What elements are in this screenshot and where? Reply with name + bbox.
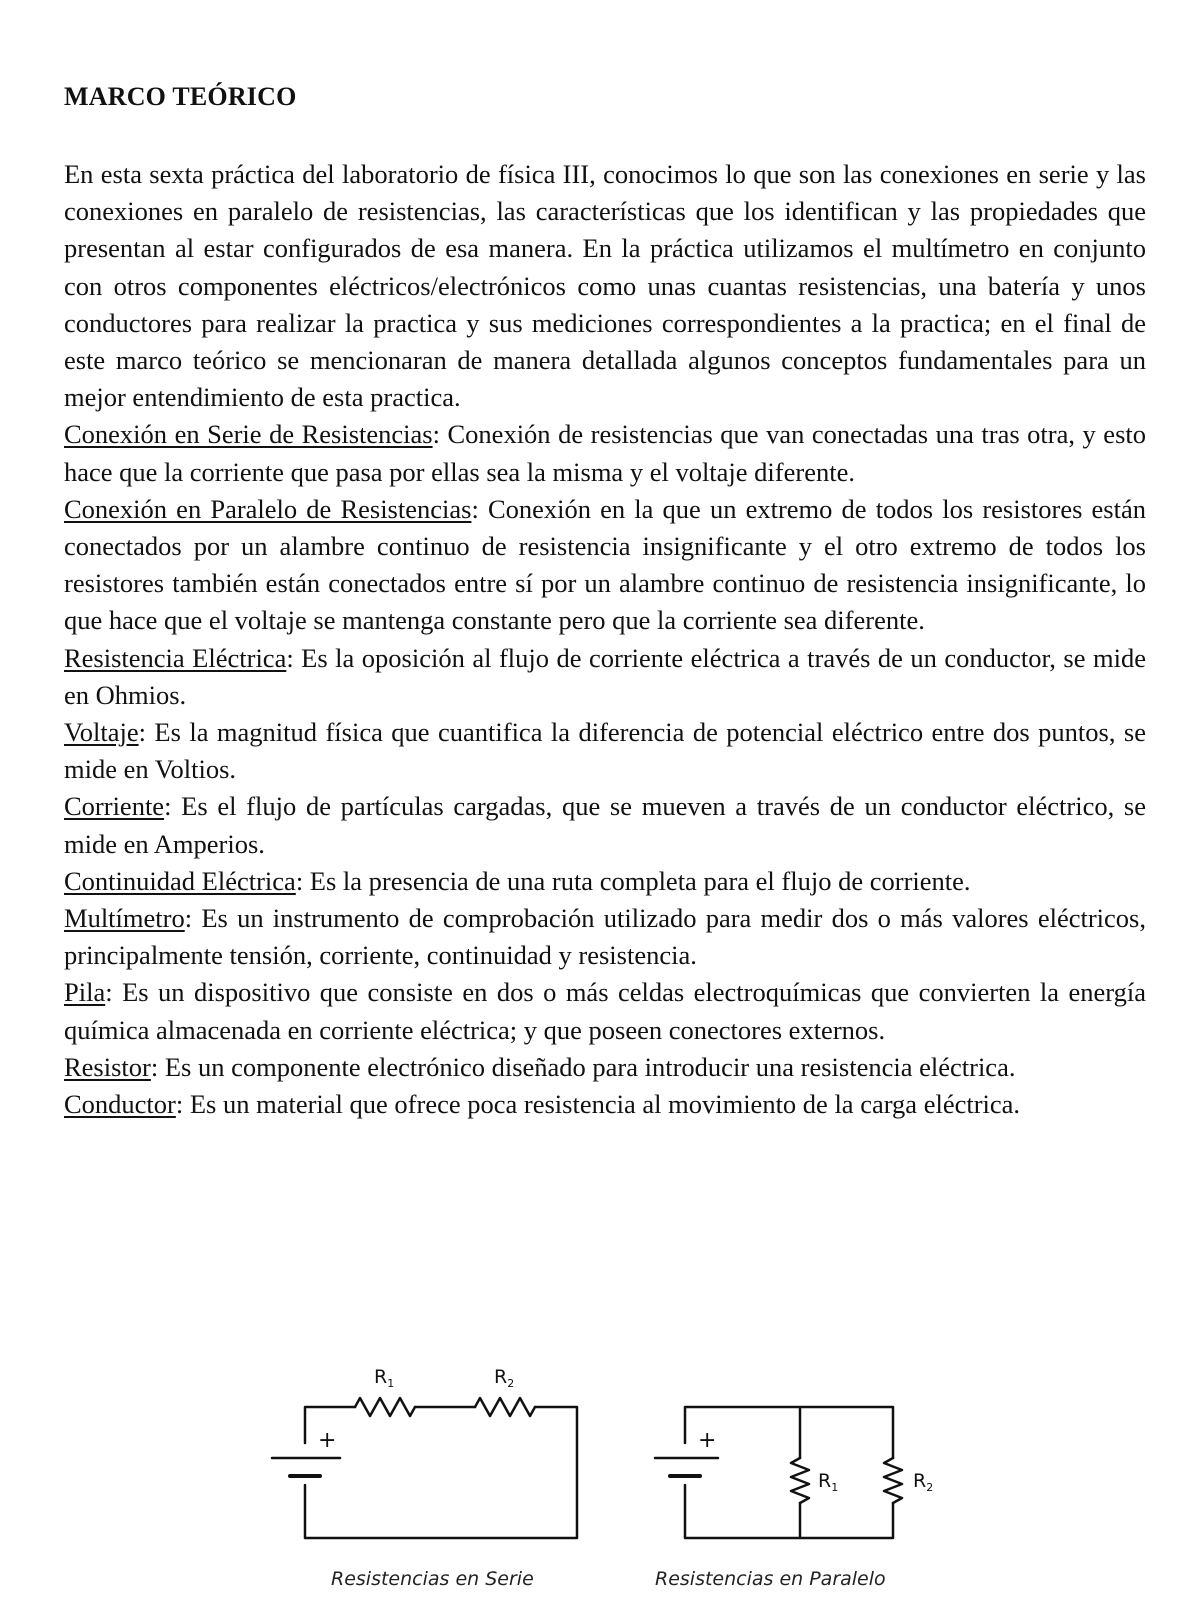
parallel-r2-label: $R_2$	[913, 1470, 934, 1494]
definition-term: Conductor	[64, 1089, 176, 1120]
parallel-wire	[685, 1407, 893, 1538]
resistor-r1-symbol	[355, 1398, 415, 1416]
definition-text: : Es un instrumento de comprobación utilizado para medir dos o más valores eléctricos, principalmente tensión, corriente, continuidad y resistencia.	[64, 903, 1146, 971]
definition-text: : Conexión en la que un extremo de todos los resistores están conectados por un alambre continuo de resistencia insignificante y el otro extremo de todos los resistores también están conectados entre sí por un alambre continuo de resistencia insignificante, lo que hace que el voltaje se mantenga constante pero que la corriente sea diferente.	[64, 493, 1146, 636]
definition-parallel	[64, 491, 1146, 640]
series-plus-sign: +	[318, 1428, 337, 1453]
parallel-plus-sign: +	[698, 1428, 717, 1453]
parallel-caption: Resistencias en Paralelo	[655, 1568, 886, 1590]
intro-paragraph: En esta sexta práctica del laboratorio de física III, conocimos lo que son las conexiones en serie y las conexiones en paralelo de resistencias, las características que los identifican y las propiedades que presentan al estar configurados de esa manera. En la práctica utilizamos el multímetro en conjunto con otros componentes eléctricos/electrónicos como unas cuantas resistencias, una batería y unos conductores para realizar la practica y sus mediciones correspondientes a la practica; en el final de este marco teórico se mencionaran de manera detallada algunos conceptos fundamentales para un mejor entendimiento de esta practica.	[64, 159, 1146, 413]
resistor-r1-symbol	[791, 1458, 809, 1503]
parallel-r1-label: $R_1$	[818, 1470, 839, 1494]
definition-text: : Es la presencia de una ruta completa para el flujo de corriente.	[295, 865, 971, 896]
definition-text: : Conexión de resistencias que van conectadas una tras otra, y esto hace que la corriente que pasa por ellas sea la misma y el voltaje diferente.	[64, 419, 1146, 487]
definition-term: Conexión en Serie de Resistencias	[64, 419, 433, 450]
definition-text: : Es la oposición al flujo de corriente eléctrica a través de un conductor, se mide en Ohmios.	[64, 642, 1146, 710]
series-circuit-diagram	[272, 1398, 577, 1538]
series-r1-label: $R_1$	[374, 1366, 395, 1390]
definition-multimeter	[64, 900, 1146, 974]
definition-voltage	[64, 714, 1146, 788]
definition-resistor	[64, 1049, 1146, 1086]
definition-term: Continuidad Eléctrica	[64, 865, 296, 896]
definition-text: : Es un material que ofrece poca resistencia al movimiento de la carga eléctrica.	[175, 1089, 1021, 1120]
definition-battery	[64, 974, 1146, 1048]
series-caption: Resistencias en Serie	[331, 1568, 534, 1590]
parallel-circuit-diagram	[655, 1407, 902, 1538]
definition-conductor	[64, 1086, 1146, 1123]
definition-text: : Es la magnitud física que cuantifica la diferencia de potencial eléctrico entre dos puntos, se mide en Voltios.	[64, 717, 1146, 785]
definition-text: : Es un componente electrónico diseñado para introducir una resistencia eléctrica.	[150, 1051, 1016, 1082]
page-title: MARCO TEÓRICO	[64, 82, 297, 111]
resistor-r2-symbol	[884, 1458, 902, 1503]
series-r2-label: $R_2$	[494, 1366, 515, 1390]
definition-term: Resistor	[64, 1051, 151, 1082]
definition-resistance	[64, 640, 1146, 714]
definition-term: Resistencia Eléctrica	[64, 642, 287, 673]
definition-text: : Es el flujo de partículas cargadas, que se mueven a través de un conductor eléctrico, se mide en Amperios.	[64, 791, 1146, 859]
definition-term: Conexión en Paralelo de Resistencias	[64, 493, 472, 524]
definition-term: Pila	[64, 977, 106, 1008]
definition-continuity	[64, 863, 1146, 900]
definition-term: Corriente	[64, 791, 165, 822]
series-wire	[305, 1407, 577, 1538]
definition-text: : Es un dispositivo que consiste en dos o más celdas electroquímicas que convierten la energía química almacenada en corriente eléctrica; y que poseen conectores externos.	[64, 977, 1146, 1045]
definition-term: Multímetro	[64, 903, 185, 934]
definition-series	[64, 416, 1146, 490]
document-body	[64, 156, 1146, 1123]
resistor-r2-symbol	[475, 1398, 535, 1416]
definition-term: Voltaje	[64, 717, 139, 748]
definition-current	[64, 788, 1146, 862]
circuit-diagrams-figure	[0, 1345, 1200, 1600]
